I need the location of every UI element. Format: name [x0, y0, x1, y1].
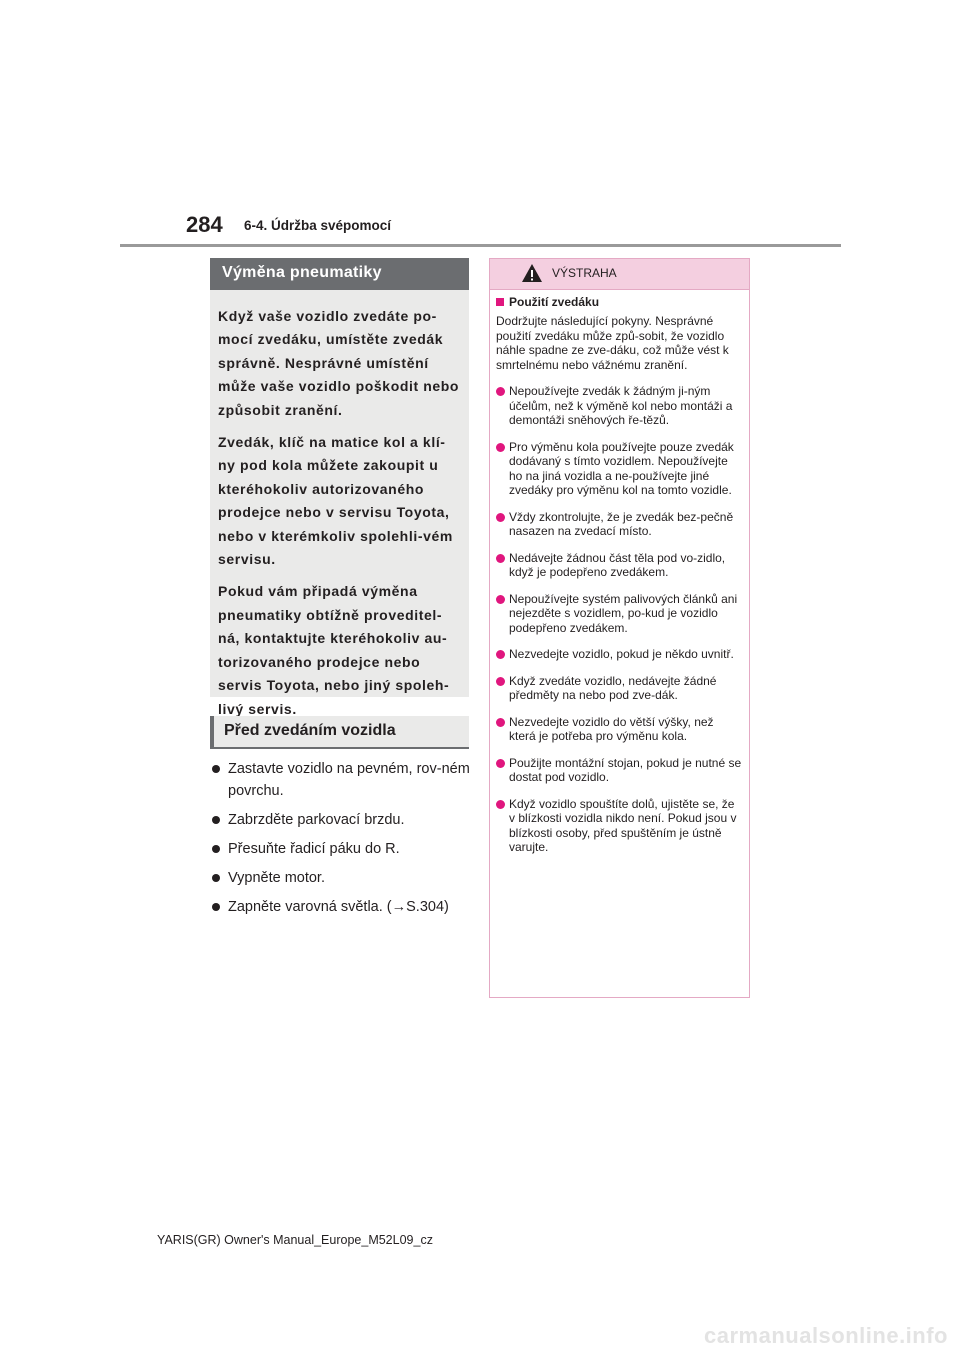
square-bullet-icon: [496, 298, 504, 306]
warning-item: [496, 674, 743, 703]
page-number: 284: [186, 212, 223, 237]
step-text: Zapněte varovná světla. (→S.304): [228, 899, 449, 915]
header-rule: [120, 244, 841, 247]
warning-subheading: [496, 294, 743, 310]
warning-box: [489, 258, 750, 998]
warning-item-text: Když zvedáte vozidlo, nedávejte žádné předměty na nebo pod zve-dák.: [509, 673, 717, 702]
bullet-icon: [212, 816, 220, 824]
list-item: [210, 758, 475, 802]
footer: [0, 1233, 960, 1247]
dot-bullet-icon: [496, 718, 505, 727]
intro-paragraph: Pokud vám připadá výměna pneumatiky obtížně proveditel-ná, kontaktujte kteréhokoliv au-torizovaného prodejce nebo servis Toyota, nebo jiný spoleh-livý servis.: [218, 583, 450, 717]
warning-item: [496, 384, 743, 428]
steps-list: [210, 758, 475, 925]
warning-item: [496, 797, 743, 855]
warning-title: VÝSTRAHA: [552, 266, 617, 280]
step-text: Vypněte motor.: [228, 870, 325, 886]
intro-paragraph: Zvedák, klíč na matice kol a klí-ny pod kola můžete zakoupit u kteréhokoliv autorizovaného prodejce nebo v servisu Toyota, nebo v kterémkoliv spolehli-vém servisu.: [218, 434, 453, 568]
bullet-icon: [212, 874, 220, 882]
warning-intro: Dodržujte následující pokyny. Nesprávné použití zvedáku může způ-sobit, že vozidlo náhle spadne ze zve-dáku, což může vést k smrtelnému nebo vážnému zranění.: [496, 314, 729, 372]
warning-item: [496, 551, 743, 580]
dot-bullet-icon: [496, 759, 505, 768]
warning-item-text: Pro výměnu kola používejte pouze zvedák dodávaný s tímto vozidlem. Nepoužívejte ho na jiná vozidla a ne-používejte jiné zvedáky pro výměnu kol na tomto vozidle.: [509, 439, 734, 497]
list-item: [210, 838, 475, 860]
step-text: Zabrzděte parkovací brzdu.: [228, 812, 405, 828]
warning-item: [496, 440, 743, 498]
dot-bullet-icon: [496, 387, 505, 396]
bullet-icon: [212, 903, 220, 911]
warning-header: [490, 259, 749, 290]
warning-item-text: Když vozidlo spouštíte dolů, ujistěte se, že v blízkosti vozidla nikdo není. Pokud jsou v blízkosti osoby, před spuštěním je ústně varujte.: [509, 796, 737, 854]
warning-icon: [521, 263, 543, 283]
footer-text: YARIS(GR) Owner's Manual_Europe_M52L09_cz: [157, 1233, 433, 1247]
watermark[interactable]: carmanualsonline.info: [704, 1323, 948, 1348]
step-text: Přesuňte řadicí páku do R.: [228, 841, 400, 857]
dot-bullet-icon: [496, 443, 505, 452]
warning-item-text: Nezvedejte vozidlo, pokud je někdo uvnitř.: [509, 647, 734, 661]
warning-item-text: Nedávejte žádnou část těla pod vo-zidlo, když je podepřeno zvedákem.: [509, 550, 726, 579]
dot-bullet-icon: [496, 595, 505, 604]
warning-item: [496, 510, 743, 539]
list-item: [210, 867, 475, 889]
heading-tire-change: Výměna pneumatiky: [210, 258, 469, 290]
warning-item-text: Vždy zkontrolujte, že je zvedák bez-pečně nasazen na zvedací místo.: [509, 509, 734, 538]
warning-item-text: Nepoužívejte systém palivových článků ani nejezděte s vozidlem, po-kud je vozidlo podepřeno zvedákem.: [509, 591, 738, 635]
heading-before-lifting: Před zvedáním vozidla: [210, 716, 469, 749]
warning-item: [496, 756, 743, 785]
dot-bullet-icon: [496, 800, 505, 809]
dot-bullet-icon: [496, 554, 505, 563]
step-text: Zastavte vozidlo na pevném, rov-ném povrchu.: [228, 761, 470, 799]
list-item: [210, 809, 475, 831]
bullet-icon: [212, 845, 220, 853]
warning-item: [496, 592, 743, 636]
dot-bullet-icon: [496, 513, 505, 522]
intro-paragraph: Když vaše vozidlo zvedáte po-mocí zvedáku, umístěte zvedák správně. Nesprávné umístění může vaše vozidlo poškodit nebo způsobit zranění.: [218, 308, 460, 418]
warning-item: [496, 647, 743, 662]
list-item: [210, 896, 475, 918]
warning-body: [490, 290, 749, 855]
warning-item: [496, 715, 743, 744]
warning-item-text: Nezvedejte vozidlo do větší výšky, než která je potřeba pro výměnu kola.: [509, 714, 714, 743]
warning-item-text: Použijte montážní stojan, pokud je nutné se dostat pod vozidlo.: [509, 755, 742, 784]
section-title: 6-4. Údržba svépomocí: [244, 218, 392, 233]
warning-subheading-text: Použití zvedáku: [509, 295, 600, 309]
intro-box: [210, 290, 469, 717]
dot-bullet-icon: [496, 650, 505, 659]
warning-item-text: Nepoužívejte zvedák k žádným ji-ným účelům, než k výměně kol nebo montáži a demontáži sněhových ře-tězů.: [509, 384, 733, 427]
bullet-icon: [212, 765, 220, 773]
dot-bullet-icon: [496, 677, 505, 686]
